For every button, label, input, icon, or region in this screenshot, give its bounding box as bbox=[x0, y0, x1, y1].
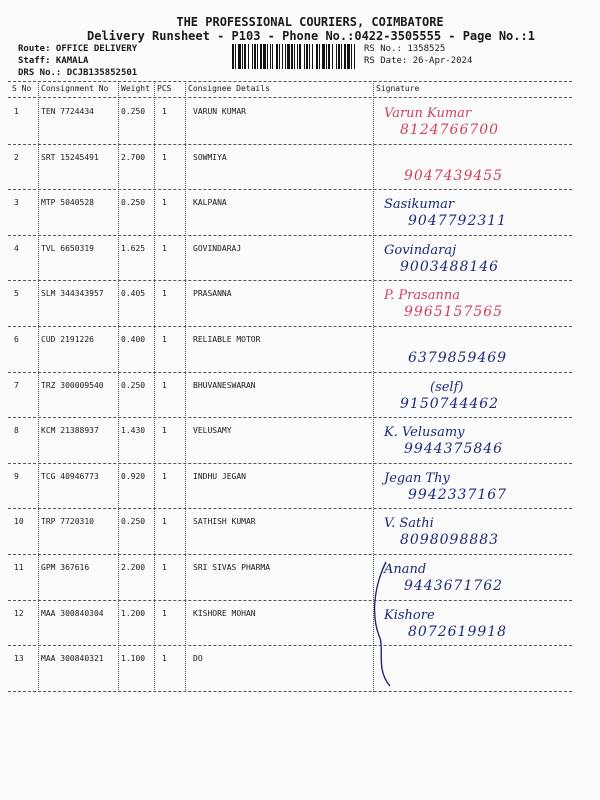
cell-consignment-no: TEN 7724434 bbox=[41, 107, 94, 116]
barcode-bar bbox=[312, 44, 313, 69]
cell-consignment-no: MAA 300840304 bbox=[41, 608, 104, 618]
row-separator bbox=[8, 508, 572, 509]
row-separator bbox=[8, 235, 572, 236]
cell-consignment-no: MAA 300840321 bbox=[41, 654, 104, 664]
cell-sno: 3 bbox=[14, 198, 19, 208]
cell-consignment-no: KCM 21388937 bbox=[41, 426, 99, 436]
cell-consignee: VARUN KUMAR bbox=[193, 107, 246, 116]
signature-phone: 9047792311 bbox=[408, 213, 508, 230]
route-label: Route: OFFICE DELIVERY bbox=[18, 44, 138, 54]
cell-pcs: 1 bbox=[162, 471, 167, 481]
cell-consignee: BHUVANESWARAN bbox=[193, 380, 256, 390]
cell-consignee: SATHISH KUMAR bbox=[193, 517, 256, 527]
barcode-bar bbox=[319, 44, 320, 69]
barcode-bar bbox=[285, 44, 286, 69]
cell-consignee: VELUSAMY bbox=[193, 426, 232, 436]
cell-consignment-no: TCG 40946773 bbox=[41, 471, 99, 481]
staff-label: Staff: KAMALA bbox=[18, 56, 89, 66]
barcode-bar bbox=[272, 44, 273, 69]
signature-name: Govindaraj bbox=[384, 242, 457, 258]
signature-phone: 8124766700 bbox=[400, 122, 500, 138]
cell-sno: 4 bbox=[14, 243, 19, 253]
barcode-bar bbox=[235, 44, 236, 69]
cell-sno: 5 bbox=[14, 289, 19, 299]
cell-sno: 7 bbox=[14, 380, 19, 390]
cell-pcs: 1 bbox=[162, 289, 167, 299]
barcode-bar bbox=[344, 44, 346, 69]
barcode-bar bbox=[244, 44, 246, 69]
cell-consignment-no: GPM 367616 bbox=[41, 563, 90, 572]
signature-name: Anand bbox=[384, 562, 427, 577]
row-separator bbox=[8, 280, 572, 281]
barcode-bar bbox=[326, 44, 327, 69]
barcode-bar bbox=[299, 44, 301, 69]
cell-weight: 2.700 bbox=[121, 152, 146, 162]
barcode-bar bbox=[232, 44, 234, 69]
cell-consignee: SRI SIVAS PHARMA bbox=[193, 563, 271, 572]
company-title: THE PROFESSIONAL COURIERS, COIMBATORE bbox=[176, 15, 444, 29]
row-separator bbox=[8, 691, 572, 692]
cell-pcs: 1 bbox=[162, 243, 167, 253]
col-header-sno: S No bbox=[12, 84, 32, 93]
cell-consignment-no: SLM 344343957 bbox=[41, 289, 104, 299]
barcode-bar bbox=[309, 44, 310, 69]
cell-sno: 6 bbox=[14, 335, 19, 344]
col-header-consignee: Consignee Details bbox=[188, 84, 270, 93]
row-separator bbox=[8, 326, 572, 327]
barcode-bar bbox=[276, 44, 278, 69]
cell-weight: 0.400 bbox=[121, 335, 146, 344]
header-rule bbox=[8, 97, 572, 98]
cell-weight: 1.200 bbox=[121, 608, 146, 618]
signature-phone: 8098098883 bbox=[400, 532, 500, 549]
signature-phone: 6379859469 bbox=[408, 350, 508, 366]
cell-sno: 2 bbox=[14, 152, 19, 162]
signature-phone: 9003488146 bbox=[400, 258, 500, 275]
cell-sno: 1 bbox=[14, 107, 19, 116]
barcode-bar bbox=[257, 44, 258, 69]
cell-pcs: 1 bbox=[162, 654, 167, 664]
barcode-bar bbox=[279, 44, 280, 69]
signature-phone: 8072619918 bbox=[408, 623, 508, 640]
row-separator bbox=[8, 600, 572, 601]
cell-sno: 11 bbox=[14, 563, 24, 572]
cell-consignee: KISHORE MOHAN bbox=[193, 608, 256, 618]
cell-consignee: SOWMIYA bbox=[193, 152, 227, 162]
cell-weight: 0.405 bbox=[121, 289, 146, 299]
signature-name: Varun Kumar bbox=[384, 106, 472, 121]
cell-pcs: 1 bbox=[162, 152, 167, 162]
signature-phone: 9047439455 bbox=[404, 167, 504, 184]
cell-weight: 2.200 bbox=[121, 563, 146, 572]
signature-phone: 9944375846 bbox=[404, 441, 504, 458]
barcode-bar bbox=[332, 44, 333, 69]
cell-consignee: KALPANA bbox=[193, 198, 227, 208]
barcode-bar bbox=[270, 44, 271, 69]
signature-name: K. Velusamy bbox=[384, 425, 465, 441]
barcode-bar bbox=[242, 44, 243, 69]
cell-weight: 0.250 bbox=[121, 107, 146, 116]
barcode bbox=[232, 44, 358, 69]
drs-number: DRS No.: DCJB135852501 bbox=[18, 68, 138, 78]
cell-consignment-no: TVL 6650319 bbox=[41, 243, 94, 253]
cell-weight: 0.920 bbox=[121, 471, 146, 481]
cell-sno: 10 bbox=[14, 517, 24, 527]
cell-consignee: GOVINDARAJ bbox=[193, 243, 242, 253]
cell-pcs: 1 bbox=[162, 335, 167, 344]
cell-consignment-no: SRT 15245491 bbox=[41, 152, 99, 162]
cell-pcs: 1 bbox=[162, 198, 167, 208]
barcode-bar bbox=[282, 44, 283, 69]
cell-weight: 1.100 bbox=[121, 654, 146, 664]
barcode-bar bbox=[316, 44, 318, 69]
ditto-bracket-mark bbox=[368, 560, 398, 690]
cell-sno: 12 bbox=[14, 608, 24, 618]
row-separator bbox=[8, 645, 572, 646]
barcode-bar bbox=[341, 44, 342, 69]
signature-name: (self) bbox=[430, 379, 464, 395]
signature-phone: 9150744462 bbox=[400, 395, 500, 412]
barcode-bar bbox=[260, 44, 262, 69]
row-separator bbox=[8, 554, 572, 555]
barcode-bar bbox=[252, 44, 253, 69]
barcode-bar bbox=[254, 44, 256, 69]
cell-weight: 0.250 bbox=[121, 517, 146, 527]
barcode-bar bbox=[354, 44, 355, 69]
barcode-bar bbox=[267, 44, 268, 69]
barcode-bar bbox=[336, 44, 337, 69]
cell-weight: 0.250 bbox=[121, 380, 146, 390]
cell-pcs: 1 bbox=[162, 517, 167, 527]
signature-name: Sasikumar bbox=[384, 197, 455, 213]
cell-weight: 1.625 bbox=[121, 243, 146, 253]
barcode-bar bbox=[238, 44, 241, 69]
cell-sno: 9 bbox=[14, 471, 19, 481]
barcode-bar bbox=[322, 44, 325, 69]
row-separator bbox=[8, 189, 572, 190]
cell-consignee: PRASANNA bbox=[193, 289, 232, 299]
cell-sno: 13 bbox=[14, 654, 24, 664]
rs-date: RS Date: 26-Apr-2024 bbox=[364, 56, 473, 66]
cell-pcs: 1 bbox=[162, 107, 167, 116]
barcode-bar bbox=[306, 44, 308, 69]
cell-weight: 0.250 bbox=[121, 198, 146, 208]
col-header-pcs: PCS bbox=[157, 84, 172, 93]
table-top-rule bbox=[8, 81, 572, 82]
row-separator bbox=[8, 372, 572, 373]
row-separator bbox=[8, 417, 572, 418]
cell-consignee: DO bbox=[193, 654, 203, 664]
signature-name: Jegan Thy bbox=[384, 470, 450, 486]
col-header-signature: Signature bbox=[376, 84, 420, 93]
barcode-bar bbox=[347, 44, 350, 69]
cell-pcs: 1 bbox=[162, 608, 167, 618]
signature-name: Kishore bbox=[384, 607, 435, 623]
cell-consignment-no: MTP 5040528 bbox=[41, 198, 94, 208]
barcode-bar bbox=[291, 44, 293, 69]
barcode-bar bbox=[263, 44, 266, 69]
signature-phone: 9443671762 bbox=[404, 578, 504, 594]
col-header-consignment: Consignment No bbox=[41, 84, 109, 93]
signature-name: V. Sathi bbox=[384, 516, 434, 532]
barcode-bar bbox=[287, 44, 290, 69]
row-separator bbox=[8, 144, 572, 145]
col-header-weight: Weight bbox=[121, 84, 150, 93]
cell-consignment-no: TRZ 300009540 bbox=[41, 380, 104, 390]
barcode-bar bbox=[248, 44, 249, 69]
barcode-bar bbox=[338, 44, 340, 69]
cell-pcs: 1 bbox=[162, 426, 167, 436]
cell-pcs: 1 bbox=[162, 380, 167, 390]
cell-consignee: RELIABLE MOTOR bbox=[193, 335, 261, 344]
signature-phone: 9942337167 bbox=[408, 486, 508, 503]
row-separator bbox=[8, 463, 572, 464]
signature-phone: 9965157565 bbox=[404, 304, 504, 321]
cell-pcs: 1 bbox=[162, 563, 167, 572]
cell-sno: 8 bbox=[14, 426, 19, 436]
barcode-bar bbox=[294, 44, 295, 69]
cell-consignee: INDHU JEGAN bbox=[193, 471, 246, 481]
barcode-bar bbox=[328, 44, 330, 69]
rs-number: RS No.: 1358525 bbox=[364, 44, 446, 54]
barcode-bar bbox=[351, 44, 352, 69]
cell-weight: 1.430 bbox=[121, 426, 146, 436]
cell-consignment-no: TRP 7720310 bbox=[41, 517, 94, 527]
barcode-bar bbox=[304, 44, 305, 69]
barcode-bar bbox=[297, 44, 298, 69]
cell-consignment-no: CUD 2191226 bbox=[41, 335, 94, 344]
runsheet-subtitle: Delivery Runsheet - P103 - Phone No.:0422-3505555 - Page No.:1 bbox=[87, 29, 535, 43]
signature-name: P. Prasanna bbox=[384, 288, 461, 304]
